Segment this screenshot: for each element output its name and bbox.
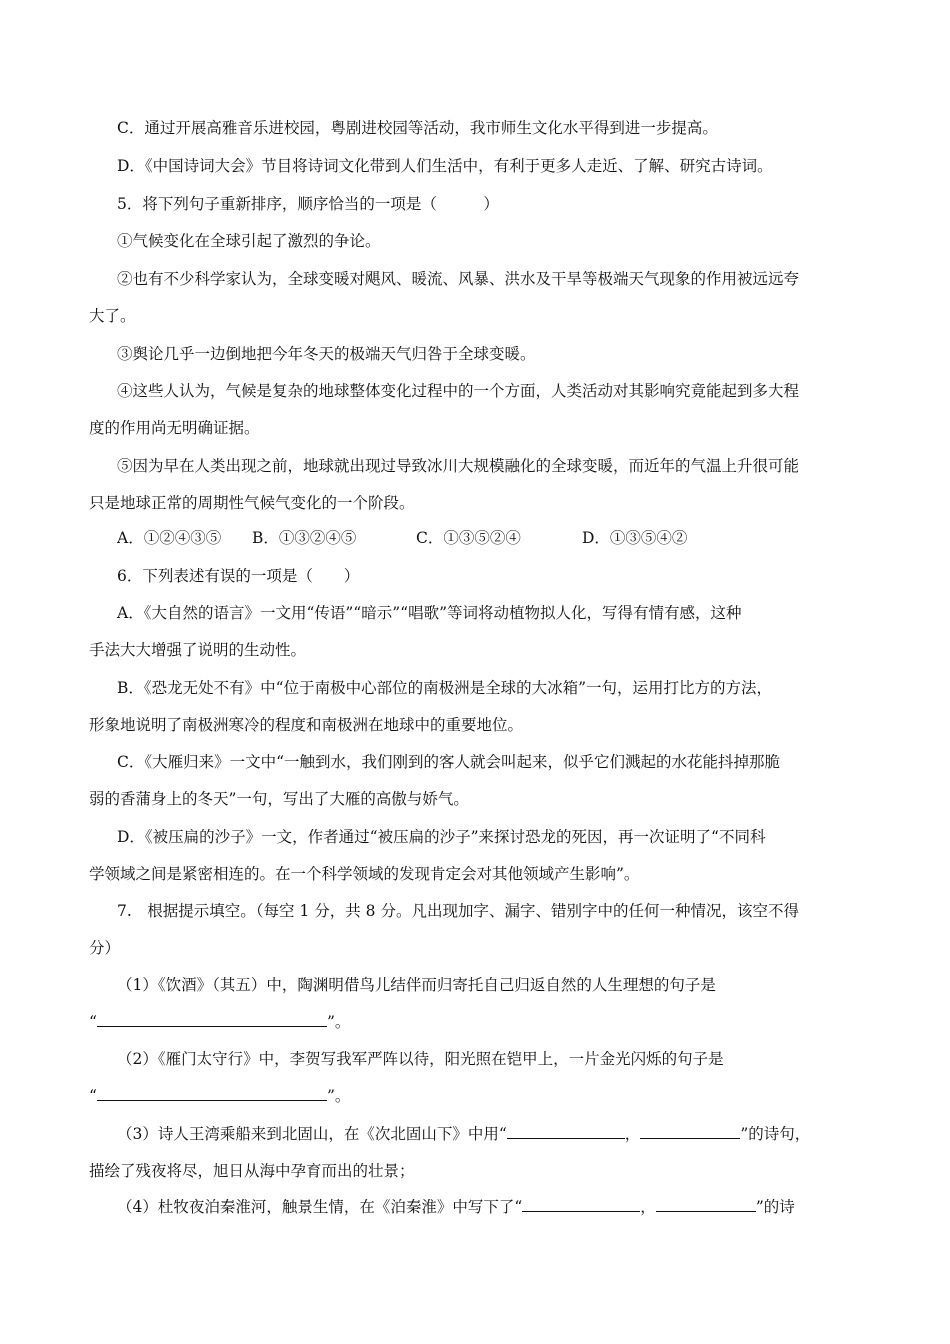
q5-sentence-5-cont: 只是地球正常的周期性气候气变化的一个阶段。 [89,494,415,512]
q7-item-1-answer [89,1012,350,1032]
comma: ， [624,1125,641,1143]
q5-sentence-3: ③舆论几乎一边倒地把今年冬天的极端天气归咎于全球变暖。 [117,345,536,363]
q6-option-b: B．《恐龙无处不有》中“位于南极中心部位的南极洲是全球的大冰箱”一句，运用打比方的方法， [117,679,772,697]
q5-sentence-4-cont: 度的作用尚无明确证据。 [89,419,260,437]
q6-stem: 6．下列表述有误的一项是（ ） [117,567,360,585]
open-quote: “ [89,1087,97,1105]
q4-option-c: C．通过开展高雅音乐进校园，粤剧进校园等活动，我市师生文化水平得到进一步提高。 [117,119,718,137]
close-quote: ”。 [326,1013,351,1031]
fill-blank[interactable] [640,1124,740,1139]
q5-option-c: C．①③⑤②④ [416,529,521,547]
fill-blank[interactable] [656,1197,756,1212]
q5-sentence-2: ②也有不少科学家认为，全球变暖对飓风、暖流、风暴、洪水及干旱等极端天气现象的作用被远远夸 [117,270,800,288]
fill-blank[interactable] [97,1012,327,1027]
q7-item-3 [117,1124,810,1144]
q7-stem-cont: 分） [89,939,121,957]
q5-sentence-2-cont: 大了。 [89,307,136,325]
q7-item-3-lead: （3）诗人王湾乘船来到北固山，在《次北固山下》中用“ [117,1125,507,1143]
fill-blank[interactable] [522,1197,640,1212]
q7-stem: 7. 根据提示填空。（每空 1 分，共 8 分。凡出现加字、漏字、错别字中的任何一种情况，该空不得 [117,902,799,920]
q7-item-2-answer [89,1086,350,1106]
close-quote: ”。 [326,1087,351,1105]
q6-option-d: D．《被压扁的沙子》一文，作者通过“被压扁的沙子”来探讨恐龙的死因，再一次证明了“不同科 [117,828,766,846]
open-quote: “ [89,1013,97,1031]
q5-option-a: A．①②④③⑤ [117,529,222,547]
q6-option-b-cont: 形象地说明了南极洲寒冷的程度和南极洲在地球中的重要地位。 [89,716,524,734]
q5-stem: 5．将下列句子重新排序，顺序恰当的一项是（ ） [117,195,499,213]
q5-sentence-1: ①气候变化在全球引起了激烈的争论。 [117,232,381,250]
q5-option-d: D．①③⑤④② [582,529,688,547]
q7-item-3-tail: ”的诗句， [740,1125,811,1143]
q7-item-4-tail: ”的诗 [755,1198,795,1216]
comma: ， [640,1198,656,1216]
fill-blank[interactable] [507,1124,625,1139]
q7-item-2: （2）《雁门太守行》中，李贺写我军严阵以待，阳光照在铠甲上，一片金光闪烁的句子是 [117,1050,724,1068]
q6-option-a-cont: 手法大大增强了说明的生动性。 [89,641,307,659]
q6-option-c: C．《大雁归来》一文中“一触到水，我们刚到的客人就会叫起来，似乎它们溅起的水花能抖掉那脆 [117,753,781,771]
q7-item-3-cont: 描绘了残夜将尽，旭日从海中孕育而出的壮景； [89,1162,415,1180]
q6-option-a: A．《大自然的语言》一文用“传语”“暗示”“唱歌”等词将动植物拟人化，写得有情有感，这种 [117,604,742,622]
q5-sentence-5: ⑤因为早在人类出现之前，地球就出现过导致冰川大规模融化的全球变暖，而近年的气温上升很可能 [117,457,800,475]
q7-item-1: （1）《饮酒》（其五）中，陶渊明借鸟儿结伴而归寄托自己归返自然的人生理想的句子是 [117,976,716,994]
q6-option-d-cont: 学领域之间是紧密相连的。在一个科学领域的发现肯定会对其他领域产生影响”。 [89,865,640,883]
q4-option-d: D．《中国诗词大会》节目将诗词文化带到人们生活中，有利于更多人走近、了解、研究古诗词。 [117,157,773,175]
fill-blank[interactable] [97,1086,327,1101]
q5-sentence-4: ④这些人认为，气候是复杂的地球整体变化过程中的一个方面，人类活动对其影响究竟能起到多大程 [117,382,800,400]
q5-option-b: B．①③②④⑤ [252,529,357,547]
q6-option-c-cont: 弱的香蒲身上的冬天”一句，写出了大雁的高傲与娇气。 [89,790,469,808]
q7-item-4 [117,1197,795,1217]
q7-item-4-lead: （4）杜牧夜泊秦淮河，触景生情，在《泊秦淮》中写下了“ [117,1198,523,1216]
